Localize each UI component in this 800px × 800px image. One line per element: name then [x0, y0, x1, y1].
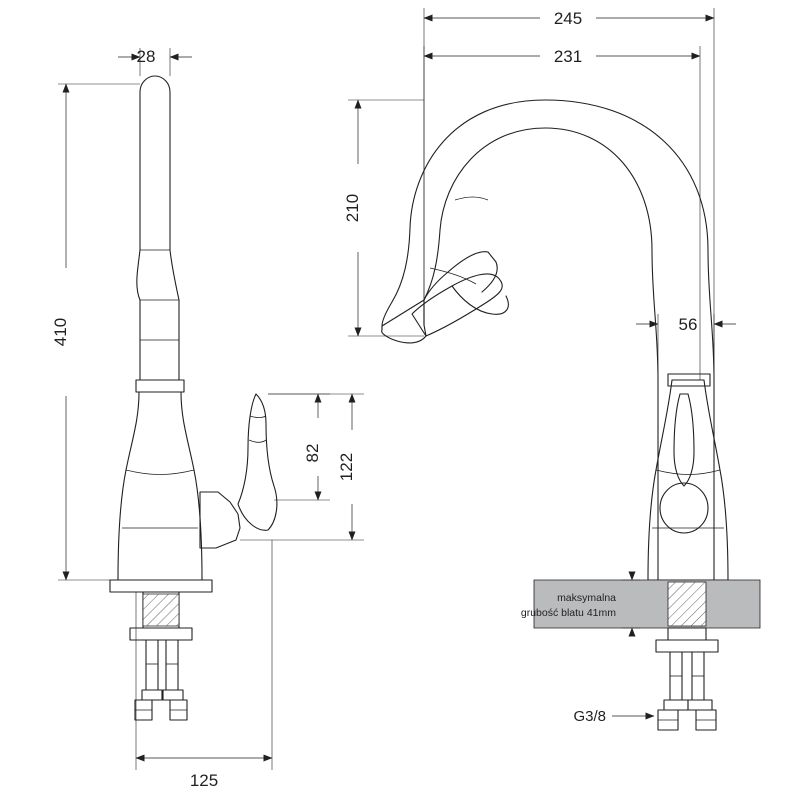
dim-28-label: 28 [136, 47, 156, 66]
dim-410-label: 410 [51, 317, 70, 347]
dim-210-label: 210 [343, 193, 362, 223]
dimension-reach-inner [424, 46, 700, 380]
thread-label: G3/8 [573, 708, 606, 725]
front-view-geometry [110, 76, 277, 720]
dim-245-label: 245 [553, 9, 583, 28]
dimension-total-height [51, 84, 140, 580]
dimension-base-width [136, 540, 272, 790]
dim-125-label: 125 [189, 771, 219, 790]
dimension-body-depth [636, 314, 736, 380]
dimension-handle-total-height [240, 394, 364, 540]
dim-82-label: 82 [303, 443, 322, 463]
dim-122-label: 122 [337, 452, 356, 482]
dimension-handle-height [268, 394, 330, 500]
counter-note-line1: maksymalna [557, 592, 616, 604]
dimension-spout-height [343, 100, 424, 336]
side-view-geometry [382, 100, 760, 730]
dim-56-label: 56 [678, 315, 698, 334]
dim-231-label: 231 [553, 47, 583, 66]
counter-note-line2: grubość blatu 41mm [520, 607, 616, 619]
thread-label-group [573, 708, 654, 725]
dimension-spout-width [118, 47, 192, 76]
